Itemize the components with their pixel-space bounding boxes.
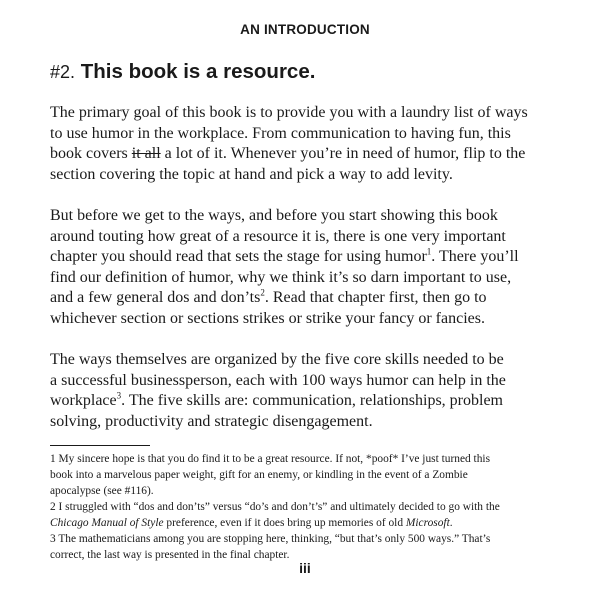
footnote-2-line: 2 I struggled with “dos and don’ts” versus “do’s and don’t’s” and ultimately decided to go with the bbox=[50, 501, 500, 513]
footnote-2-line bbox=[50, 515, 560, 531]
paragraph-line bbox=[50, 391, 560, 412]
paragraph-line: section covering the topic at hand and pick a way to add levity. bbox=[50, 165, 453, 183]
text-run: . The five skills are: communication, relationships, problem bbox=[121, 392, 503, 410]
italic-title: Chicago Manual of Style bbox=[50, 517, 164, 529]
paragraph-line bbox=[50, 288, 560, 309]
text-run: preference, even if it does bring up memories of old bbox=[163, 517, 406, 529]
footnote-3-line: correct, the last way is presented in the final chapter. bbox=[50, 549, 290, 561]
text-run: book covers bbox=[50, 145, 132, 163]
paragraph-line: a successful businessperson, each with 100 ways humor can help in the bbox=[50, 371, 506, 389]
paragraph-line: find our definition of humor, why we think it’s so darn important to use, bbox=[50, 268, 512, 286]
paragraph-line: The ways themselves are organized by the five core skills needed to be bbox=[50, 351, 504, 369]
book-page bbox=[50, 0, 560, 600]
paragraph-line: around touting how great of a resource it is, there is one very important bbox=[50, 227, 506, 245]
footnote-1-line: apocalypse (see #116). bbox=[50, 485, 154, 497]
paragraph-3 bbox=[50, 350, 560, 432]
footnotes bbox=[50, 451, 560, 563]
footnote-1-line: book into a marvelous paper weight, gift for an enemy, or kindling in the event of a Zombie bbox=[50, 469, 468, 481]
footnote-1-line: 1 My sincere hope is that you do find it to be a great resource. If not, *poof* I’ve just turned this bbox=[50, 453, 491, 465]
struck-text: it all bbox=[131, 145, 161, 163]
section-title: This book is a resource. bbox=[80, 60, 316, 83]
text-run: . bbox=[449, 517, 453, 529]
section-number: #2. bbox=[50, 62, 76, 82]
italic-name: Microsoft bbox=[405, 517, 450, 529]
footnote-3-line: 3 The mathematicians among you are stopping here, thinking, “but that’s only 500 ways.” That’s bbox=[50, 533, 491, 545]
text-run: . There you’ll bbox=[431, 248, 519, 266]
footnote-divider bbox=[50, 445, 150, 446]
paragraph-line bbox=[50, 247, 560, 268]
text-run: . Read that chapter first, then go to bbox=[264, 289, 487, 307]
text-run: workplace bbox=[50, 392, 117, 410]
running-header: AN INTRODUCTION bbox=[240, 22, 370, 37]
paragraph-line bbox=[50, 144, 560, 165]
body-text bbox=[50, 103, 560, 453]
text-run: and a few general dos and don’ts bbox=[50, 289, 261, 307]
paragraph-line: The primary goal of this book is to provide you with a laundry list of ways bbox=[50, 104, 528, 121]
paragraph-line: to use humor in the workplace. From communication to having fun, this bbox=[50, 124, 511, 142]
text-run: a lot of it. Whenever you’re in need of humor, flip to the bbox=[160, 145, 526, 163]
footnote-ref-2[interactable]: 2 bbox=[260, 288, 265, 299]
paragraph-line: solving, productivity and strategic disengagement. bbox=[50, 412, 373, 430]
footnote-ref-1[interactable]: 1 bbox=[426, 246, 432, 257]
paragraph-line: But before we get to the ways, and before you start showing this book bbox=[50, 206, 498, 224]
paragraph-line: whichever section or sections strikes or strike your fancy or fancies. bbox=[50, 309, 485, 327]
page-number: iii bbox=[299, 560, 311, 576]
paragraph-2 bbox=[50, 206, 560, 330]
text-run: chapter you should read that sets the stage for using humor bbox=[50, 248, 427, 266]
paragraph-1 bbox=[50, 103, 560, 185]
footnote-ref-3[interactable]: 3 bbox=[116, 390, 122, 401]
section-heading bbox=[50, 60, 315, 84]
